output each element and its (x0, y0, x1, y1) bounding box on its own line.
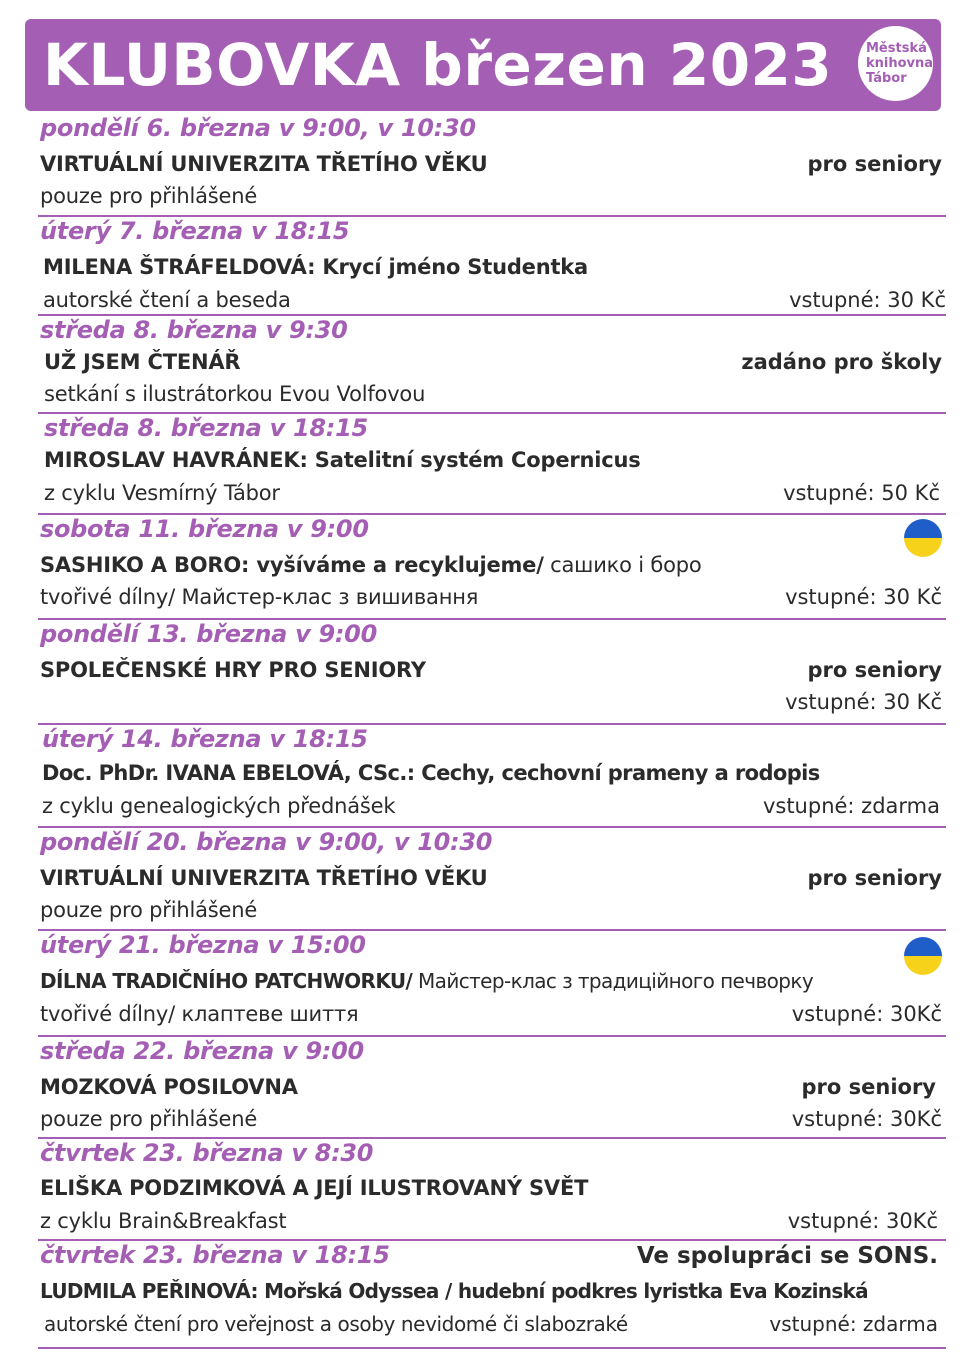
event-title-bold: DÍLNA TRADIČNÍHO PATCHWORKU/ (40, 969, 413, 993)
event-title: LUDMILA PEŘINOVÁ: Mořská Odyssea / hudební podkres lyristka Eva Kozinská (40, 1279, 868, 1303)
event-date: sobota 11. března v 9:00 (40, 515, 369, 543)
page-title: KLUBOVKA březen 2023 (43, 31, 833, 99)
event-item (38, 112, 946, 217)
event-item (38, 828, 946, 931)
event-title: UŽ JSEM ČTENÁŘ (44, 350, 241, 374)
event-subtitle: pouze pro přihlášené (40, 1107, 258, 1131)
event-item (38, 1139, 946, 1241)
logo-line-3: Tábor (866, 71, 907, 86)
event-date: středa 8. března v 9:30 (40, 316, 348, 344)
event-title: MILENA ŠTRÁFELDOVÁ: Krycí jméno Studentka (43, 255, 589, 279)
event-audience: pro seniory (807, 658, 942, 682)
logo-line-2: knihovna (866, 56, 934, 71)
event-item (38, 725, 946, 828)
event-price: vstupné: 30Kč (787, 1209, 938, 1233)
ukraine-flag-icon (904, 937, 942, 975)
event-audience: pro seniory (807, 152, 942, 176)
event-price: vstupné: 30Kč (791, 1002, 942, 1026)
event-price: vstupné: 30 Kč (785, 690, 942, 714)
event-title: VIRTUÁLNÍ UNIVERZITA TŘETÍHO VĚKU (40, 152, 488, 176)
event-subtitle: tvořivé dílny/ Майстер-клас з вишивання (40, 585, 479, 609)
event-subtitle: tvořivé dílny/ клаптеве шиття (40, 1002, 359, 1026)
event-date: úterý 14. března v 18:15 (42, 725, 368, 753)
event-date: středa 8. března v 18:15 (44, 414, 368, 442)
event-date: čtvrtek 23. března v 8:30 (40, 1139, 374, 1167)
event-audience: pro seniory (807, 866, 942, 890)
event-title-plain: сашико і боро (543, 553, 702, 577)
event-item (38, 931, 946, 1037)
event-date: pondělí 13. března v 9:00 (40, 620, 377, 648)
event-item (38, 620, 946, 725)
event-title: Doc. PhDr. IVANA EBELOVÁ, CSc.: Cechy, cechovní prameny a rodopis (42, 761, 820, 785)
event-subtitle: autorské čtení pro veřejnost a osoby nevidomé či slabozraké (44, 1312, 628, 1336)
event-title (40, 969, 813, 993)
event-title: MIROSLAV HAVRÁNEK: Satelitní systém Copernicus (44, 448, 641, 472)
event-title: MOZKOVÁ POSILOVNA (40, 1075, 298, 1099)
event-item (38, 217, 946, 316)
event-title: SPOLEČENSKÉ HRY PRO SENIORY (40, 658, 426, 682)
event-date: úterý 7. března v 18:15 (40, 217, 350, 245)
event-date: pondělí 20. března v 9:00, v 10:30 (40, 828, 493, 856)
ukraine-flag-icon (904, 519, 942, 557)
event-date: úterý 21. března v 15:00 (40, 931, 366, 959)
event-title-plain: Майстер-клас з традиційного печворку (412, 969, 814, 993)
event-date: čtvrtek 23. března v 18:15 (40, 1241, 390, 1269)
event-price: vstupné: zdarma (769, 1312, 938, 1336)
event-subtitle: z cyklu Vesmírný Tábor (44, 481, 280, 505)
event-item (38, 515, 946, 620)
event-price: vstupné: 50 Kč (783, 481, 940, 505)
event-subtitle: z cyklu Brain&Breakfast (40, 1209, 287, 1233)
event-title-bold: SASHIKO A BORO: vyšíváme a recyklujeme/ (40, 553, 544, 577)
event-audience: zadáno pro školy (741, 350, 942, 374)
event-subtitle: pouze pro přihlášené (40, 184, 258, 208)
event-date: středa 22. března v 9:00 (40, 1037, 364, 1065)
event-subtitle: autorské čtení a beseda (43, 288, 291, 312)
event-title: ELIŠKA PODZIMKOVÁ A JEJÍ ILUSTROVANÝ SVĚT (40, 1176, 589, 1200)
event-title: VIRTUÁLNÍ UNIVERZITA TŘETÍHO VĚKU (40, 866, 488, 890)
event-subtitle: pouze pro přihlášené (40, 898, 258, 922)
event-price: vstupné: 30 Kč (785, 585, 942, 609)
event-date: pondělí 6. března v 9:00, v 10:30 (40, 114, 476, 142)
event-title (40, 553, 702, 577)
event-item (38, 316, 946, 414)
event-item (38, 414, 946, 515)
event-price: vstupné: 30Kč (791, 1107, 942, 1131)
event-item (38, 1241, 946, 1349)
event-item (38, 1037, 946, 1139)
event-price: vstupné: 30 Kč (789, 288, 946, 312)
logo-line-1: Městská (866, 41, 927, 56)
event-partner-note: Ve spolupráci se SONS. (636, 1243, 938, 1269)
event-audience: pro seniory (801, 1075, 936, 1099)
event-subtitle: z cyklu genealogických přednášek (42, 794, 396, 818)
event-price: vstupné: zdarma (762, 794, 940, 818)
event-subtitle: setkání s ilustrátorkou Evou Volfovou (44, 382, 426, 406)
